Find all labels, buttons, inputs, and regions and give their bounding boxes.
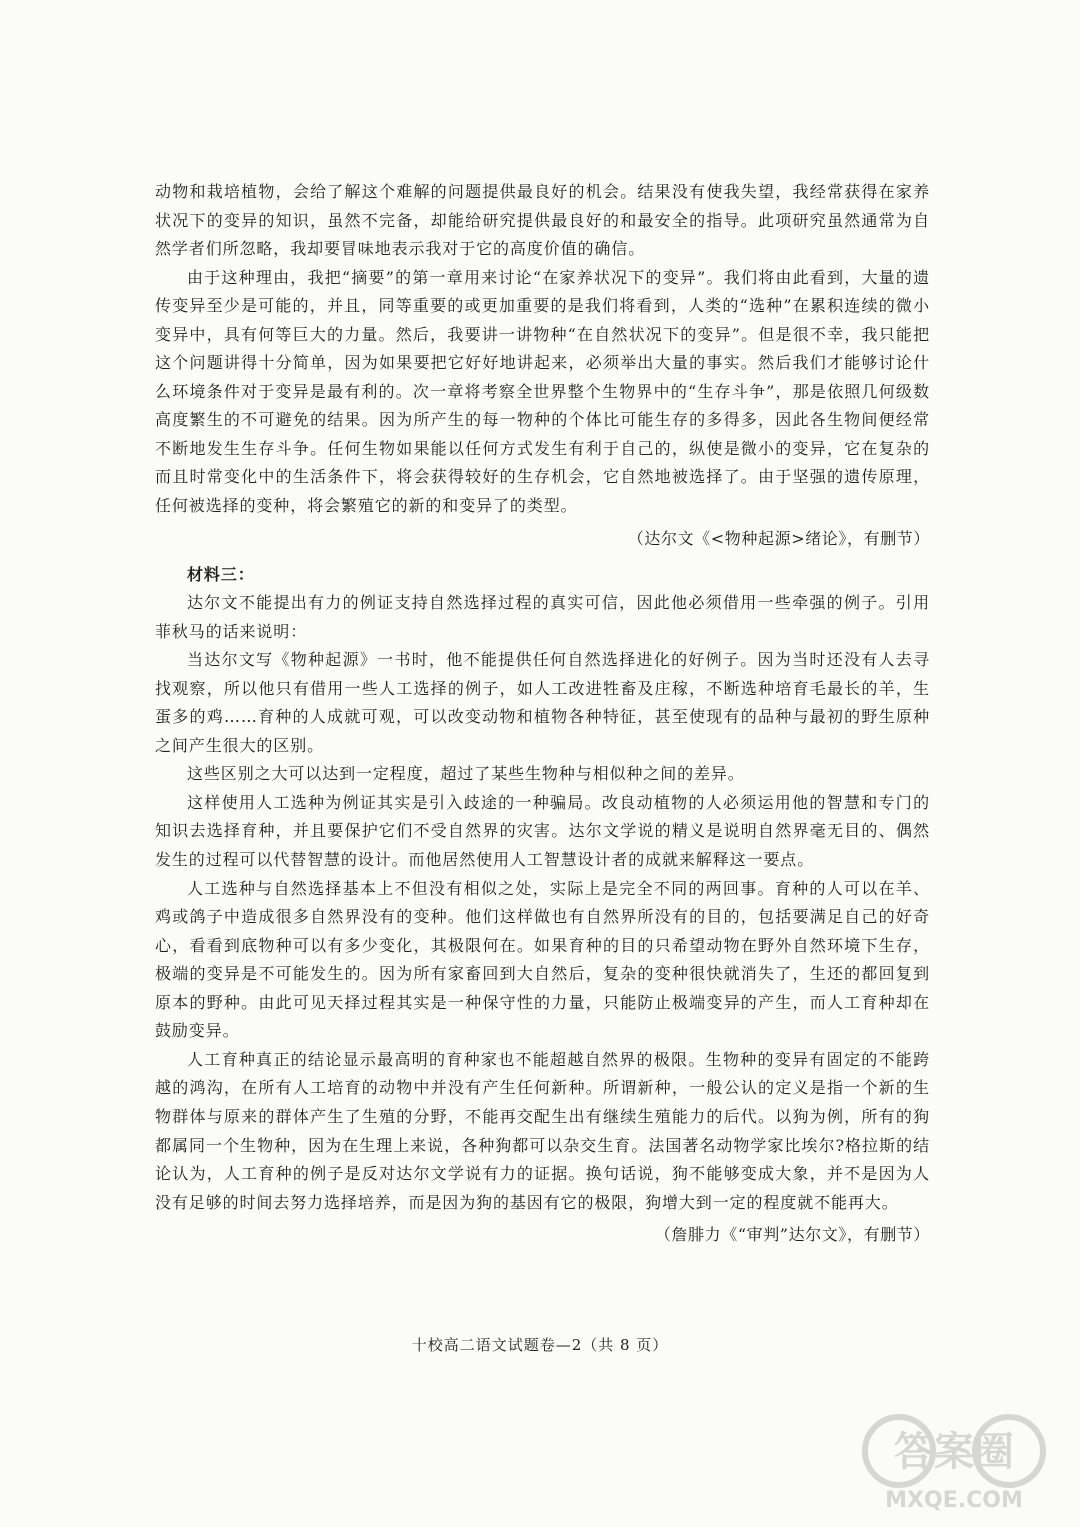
paragraph-1: 动物和栽培植物，会给了解这个难解的问题提供最良好的机会。结果没有使我失望，我经常获得在家养状况下的变异的知识，虽然不完备，却能给研究提供最良好的和最安全的指导。此项研究虽然通常为自然学者们所忽略，我却要冒味地表示我对于它的高度价值的确信。 [155, 182, 930, 259]
paragraph-7: 人工选种与自然选择基本上不但没有相似之处，实际上是完全不同的两回事。育种的人可以在羊、鸡或鸽子中造成很多自然界没有的变种。他们这样做也有自然界所没有的目的，包括要满足自己的好奇心，看看到底物种可以有多少变化，其极限何在。如果育种的目的只希望动物在野外自然环境下生存，极端的变异是不可能发生的。因为所有家畜回到大自然后，复杂的变种很快就消失了，生还的都回复到原本的野种。由此可见天择过程其实是一种保守性的力量，只能防止极端变异的产生，而人工育种却在鼓励变异。 [155, 878, 930, 1041]
paragraph-3: 达尔文不能提出有力的例证支持自然选择过程的真实可信，因此他必须借用一些牵强的例子。引用菲秋马的话来说明： [155, 593, 930, 641]
watermark-icon [844, 1407, 1064, 1517]
watermark-line2: MXQE.COM [885, 1488, 1023, 1513]
paragraph-2: 由于这种理由，我把“摘要”的第一章用来讨论“在家养状况下的变异”。我们将由此看到，大量的遗传变异至少是可能的，并且，同等重要的或更加重要的是我们将看到，人类的“选种”在累积连续的微小变异中，具有何等巨大的力量。然后，我要讲一讲物种“在自然状况下的变异”。但是很不幸，我只能把这个问题讲得十分简单，因为如果要把它好好地讲起来，必须举出大量的事实。然后我们才能够讨论什么环境条件对于变异是最有利的。次一章将考察全世界整个生物界中的“生存斗争”，那是依照几何级数高度繁生的不可避免的结果。因为所产生的每一物种的个体比可能生存的多得多，因此各生物间便经常不断地发生生存斗争。任何生物如果能以任何方式发生有利于自己的，纵使是微小的变异，它在复杂的而且时常变化中的生活条件下，将会获得较好的生存机会，它自然地被选择了。由于坚强的遗传原理，任何被选择的变种，将会繁殖它的新的和变异了的类型。 [155, 267, 930, 516]
source-citation-johnson: （詹腓力《“审判”达尔文》，有删节） [654, 1225, 930, 1245]
paragraph-4: 当达尔文写《物种起源》一书时，他不能提供任何自然选择进化的好例子。因为当时还没有人去寻找观察，所以他只有借用一些人工选择的例子，如人工改进牲畜及庄稼，不断选种培育毛最长的羊，生蛋多的鸡……育种的人成就可观，可以改变动物和植物各种特征，甚至使现有的品种与最初的野生原种之间产生很大的区别。 [155, 650, 930, 755]
watermark-logo [844, 1407, 1064, 1517]
paragraph-5: 这些区别之大可以达到一定程度，超过了某些生物种与相似种之间的差异。 [187, 764, 745, 784]
section-label-material-3: 材料三： [187, 564, 255, 584]
watermark-line1: 答案圈 [894, 1429, 1014, 1475]
source-citation-darwin: （达尔文《<物种起源>绪论》，有删节） [627, 528, 930, 548]
page-footer: 十校高二语文试题卷—2（共 8 页） [411, 1336, 669, 1354]
paragraph-8: 人工育种真正的结论显示最高明的育种家也不能超越自然界的极限。生物种的变异有固定的不能跨越的鸿沟，在所有人工培育的动物中并没有产生任何新种。所谓新种，一般公认的定义是指一个新的生物群体与原来的群体产生了生殖的分野，不能再交配生出有继续生殖能力的后代。以狗为例，所有的狗都属同一个生物种，因为在生理上来说，各种狗都可以杂交生育。法国著名动物学家比埃尔?格拉斯的结论认为，人工育种的例子是反对达尔文学说有力的证据。换句话说，狗不能够变成大象，并不是因为人没有足够的时间去努力选择培养，而是因为狗的基因有它的极限，狗增大到一定的程度就不能再大。 [155, 1049, 930, 1212]
document-body [155, 178, 930, 1257]
paragraph-6: 这样使用人工选种为例证其实是引入歧途的一种骗局。改良动植物的人必须运用他的智慧和专门的知识去选择育种，并且要保护它们不受自然界的灾害。达尔文学说的精义是说明自然界毫无目的、偶然发生的过程可以代替智慧的设计。而他居然使用人工智慧设计者的成就来解释这一要点。 [155, 792, 930, 870]
